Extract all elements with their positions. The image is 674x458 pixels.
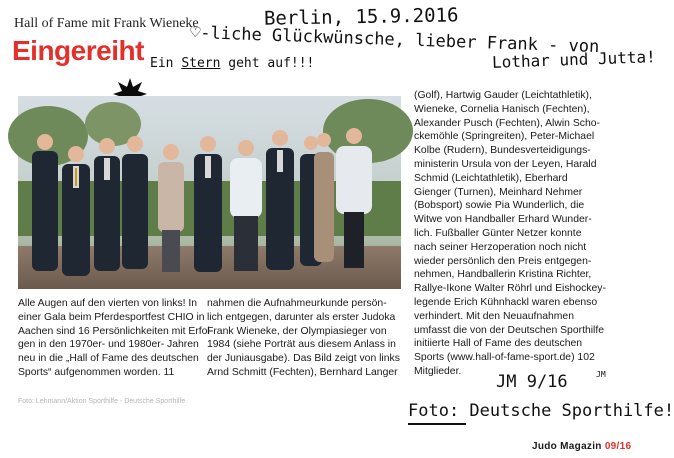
footer-issue: 09/16 [604,441,632,452]
article-kicker: Hall of Fame mit Frank Wieneke [14,16,199,31]
photo-note-source: : Deutsche Sporthilfe! [448,401,674,421]
star-note-word: Stern [181,56,221,71]
handwritten-greeting-line1: ♡-liche Glückwünsche, lieber Frank - von [189,22,600,58]
text-line: legende Erich Kühnhackl waren ebenso [414,296,598,308]
article-text-left-column [18,297,214,380]
handwritten-photo-note [408,401,674,421]
text-line: Schmid (Leichtathletik), Eberhard [414,172,568,184]
text-line: Wieneke, Cornelia Hanisch (Fechten), [414,103,590,115]
group-photo [18,96,401,289]
text-line: lich entgegen, darunter als erster Judoka [207,311,396,323]
text-line: (Bobsport) sowie Pia Wunderlich, die [414,200,585,212]
text-line: initiierte Hall of Fame des deutschen [414,338,583,350]
star-note-end: geht auf!!! [228,56,315,71]
text-line: 1984 (siehe Porträt aus diesem Anlass in [207,339,396,351]
text-line: Frank Wieneke, der Olympiasieger von [207,325,387,337]
text-line: Kolbe (Rudern), Bundesverteidigungs- [414,145,591,157]
star-note-start: Ein [150,56,174,71]
text-line: Alle Augen auf den vierten von links! In [18,298,198,309]
text-line: Witwe von Handballer Erhard Wunder- [414,214,592,226]
handwritten-initials: JM [596,370,606,379]
text-line: nach seiner Herzoperation noch nicht [414,241,587,253]
text-line: neu in die „Hall of Fame des deutschen [18,353,199,365]
text-line: wieder persönlich den Preis entgegen- [414,255,592,267]
text-line: Gienger (Turnen), Meinhard Nehmer [414,186,583,198]
text-line: einer Gala beim Pferdesportfest CHIO in [18,311,205,323]
text-line: Alexander Pusch (Fechten), Alwin Scho- [414,117,600,129]
text-line: Mitglieder. [414,365,462,377]
handwritten-star-note [150,56,314,71]
text-line: Aachen sind 16 Persönlichkeiten mit Erfol- [18,325,214,337]
handwritten-underline [408,423,466,425]
text-line: Sports (www.hall-of-fame-sport.de) 102 [414,352,595,364]
text-line: der Juniausgabe). Das Bild zeigt von links [207,353,400,365]
text-line: nahmen die Aufnahmeurkunde persön- [207,298,387,309]
text-line: umfasst die von der Deutschen Sporthilfe [414,324,605,336]
text-line: gen in den 1970er- und 1980er- Jahren [18,339,199,351]
text-line: verhindert. Mit den Neuaufnahmen [414,310,574,322]
text-line: nehmen, Handballerin Kristina Richter, [414,269,592,281]
text-line: Sports“ aufgenommen worden. 11 [18,366,175,378]
photo-note-label: Foto [408,401,449,421]
handwritten-issue: JM 9/16 [496,372,568,392]
article-text-right-column [414,89,636,379]
article-headline: Eingereiht [12,35,144,66]
page-footer [532,441,631,452]
photo-credit: Foto: Lehmann/Aktion Sporthilfe - Deutsche Sporthilfe [18,398,186,405]
text-line: Arnd Schmitt (Fechten), Bernhard Langer [207,366,398,378]
handwritten-date: Berlin, 15.9.2016 [263,4,459,30]
article-text-middle-column [207,297,403,380]
text-line: ckemöhle (Springreiten), Peter-Michael [414,131,595,143]
footer-magazine: Judo Magazin [532,441,602,452]
text-line: (Golf), Hartwig Gauder (Leichtathletik), [414,90,592,101]
text-line: ministerin Ursula von der Leyen, Harald [414,158,597,170]
handwritten-greeting-line2: Lothar und Jutta! [491,47,657,72]
text-line: Rallye-Ikone Walter Röhrl und Eishockey- [414,283,606,295]
text-line: lich. Fußballer Günter Netzer konnte [414,227,582,239]
